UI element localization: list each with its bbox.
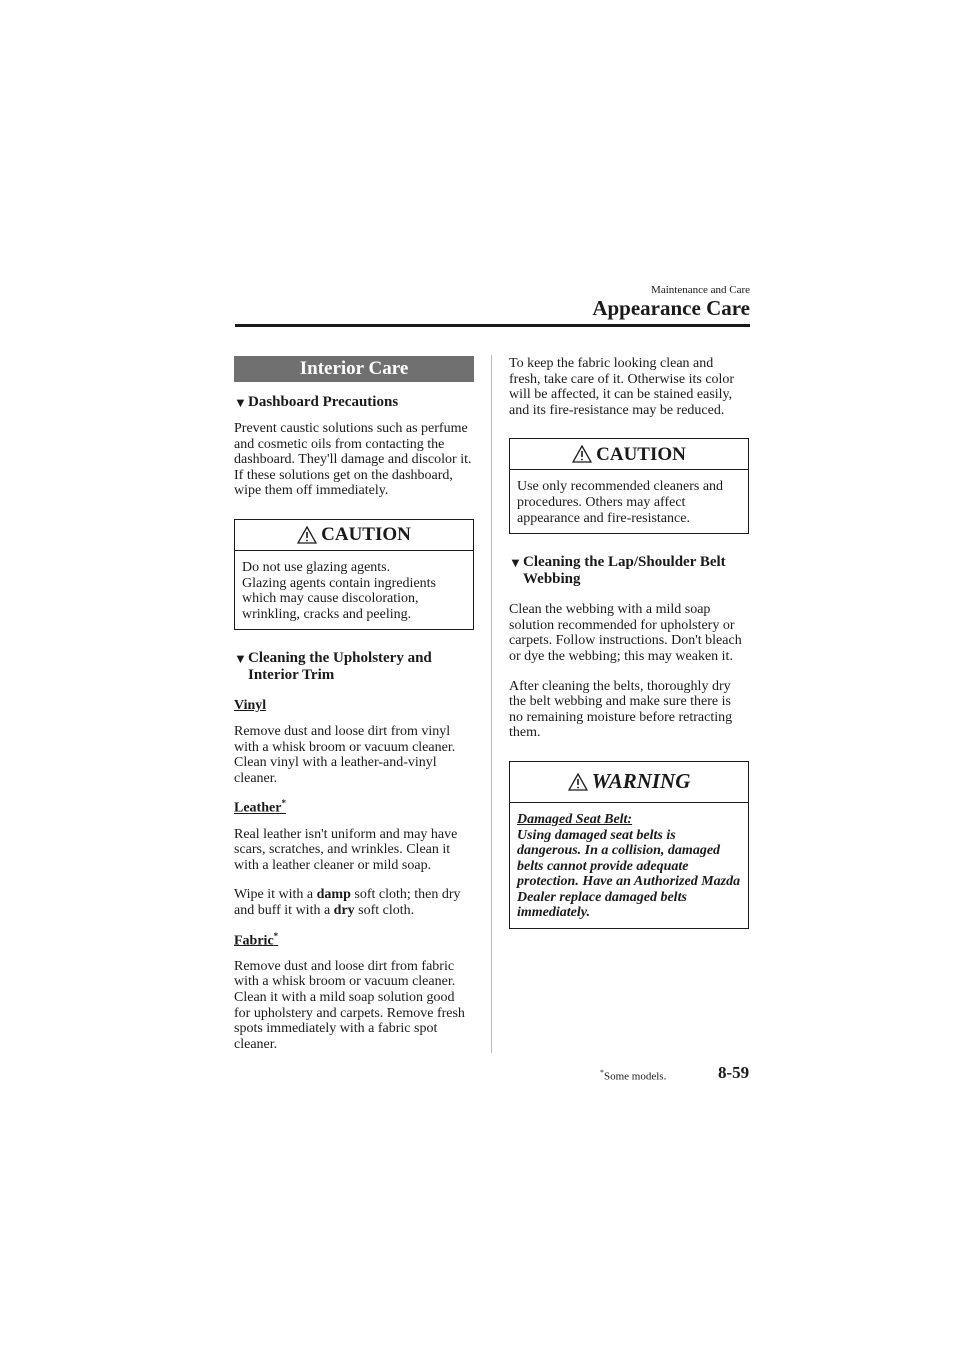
warning-body: [510, 803, 748, 928]
triangle-bullet-icon: ▼: [234, 651, 247, 667]
emphasis-damp: damp: [316, 887, 351, 903]
header-rule: [235, 324, 750, 327]
text-line: and cosmetic oils from contacting the: [234, 436, 445, 452]
subheading-text: Leather: [234, 800, 282, 816]
column-divider: [491, 355, 492, 1053]
vinyl-subheading: Vinyl: [234, 698, 267, 714]
vinyl-paragraph: [234, 724, 474, 786]
page-number: 8-59: [718, 1063, 750, 1082]
fabric-care-intro: [509, 356, 749, 418]
interior-care-banner: Interior Care: [234, 356, 474, 382]
dashboard-heading-text: Dashboard Precautions: [248, 394, 399, 410]
text-line: dangerous. In a collision, damaged: [517, 843, 721, 859]
heading-line: Interior Trim: [248, 667, 335, 684]
leather-subheading: [234, 796, 474, 816]
text-line: Real leather isn't uniform and may have: [234, 826, 458, 842]
dashboard-heading: [234, 394, 474, 411]
text-line: for upholstery and carpets. Remove fresh: [234, 1005, 465, 1021]
subheading-text: Fabric: [234, 933, 274, 949]
section-title: Appearance Care: [592, 296, 750, 320]
text-line: them.: [509, 725, 541, 741]
text-line: Clean vinyl with a leather-and-vinyl: [234, 755, 437, 771]
drying-paragraph: [509, 679, 749, 741]
caution-body: [235, 551, 473, 629]
caution-title: CAUTION: [321, 524, 411, 546]
text-line: After cleaning the belts, thoroughly dry: [509, 678, 731, 694]
text-line: and its fire-resistance may be reduced.: [509, 402, 725, 418]
upholstery-heading: [234, 650, 474, 684]
text-line: wipe them off immediately.: [234, 483, 389, 499]
caution-header: [510, 439, 748, 470]
text-line: with a whisk broom or vacuum cleaner.: [234, 974, 456, 990]
text-line: protection. Have an Authorized Mazda: [517, 874, 741, 890]
text-line: dashboard. They'll damage and discolor it.: [234, 452, 472, 468]
caution-box-glazing: [234, 519, 474, 630]
text-line: immediately.: [517, 905, 590, 921]
emphasis-dry: dry: [333, 902, 355, 918]
text-run: and buff it with a: [234, 902, 334, 918]
text-line: Glazing agents contain ingredients: [242, 575, 436, 591]
some-models-star-icon: *: [281, 798, 286, 809]
text-line: spots immediately with a fabric spot: [234, 1021, 438, 1037]
text-line: appearance and fire-resistance.: [517, 510, 690, 526]
text-line: wrinkling, cracks and peeling.: [242, 606, 412, 622]
seatbelt-heading: [509, 554, 749, 588]
text-line: If these solutions get on the dashboard,: [234, 467, 453, 483]
triangle-bullet-icon: ▼: [234, 395, 247, 410]
webbing-paragraph: [509, 602, 749, 664]
star-icon: *: [600, 1068, 604, 1077]
warning-triangle-icon: [297, 526, 317, 544]
dashboard-paragraph: [234, 421, 474, 499]
right-column: [509, 356, 749, 929]
wipe-paragraph: [234, 887, 474, 918]
text-line: the belt webbing and make sure there is: [509, 694, 731, 710]
text-line: procedures. Others may affect: [517, 494, 686, 510]
text-line: Do not use glazing agents.: [242, 559, 391, 575]
heading-line: Webbing: [523, 571, 581, 588]
text-line: belts cannot provide adequate: [517, 858, 689, 874]
caution-box-cleaners: [509, 438, 749, 534]
text-run: Wipe it with a: [234, 887, 317, 903]
heading-line: Cleaning the Lap/Shoulder Belt: [523, 554, 726, 571]
caution-header: [235, 520, 473, 551]
text-line: will be affected, it can be stained easily,: [509, 387, 733, 403]
text-line: Remove dust and loose dirt from fabric: [234, 958, 455, 974]
warning-triangle-icon: [568, 773, 588, 791]
text-line: Clean it with a mild soap solution good: [234, 989, 455, 1005]
left-column: [234, 356, 474, 1052]
warning-header: [510, 762, 748, 803]
triangle-bullet-icon: ▼: [509, 555, 522, 571]
text-line: fresh, take care of it. Otherwise its color: [509, 371, 735, 387]
caution-title: CAUTION: [596, 443, 686, 465]
text-line: Using damaged seat belts is: [517, 827, 676, 843]
text-line: Prevent caustic solutions such as perfume: [234, 421, 468, 436]
text-line: Use only recommended cleaners and: [517, 479, 724, 495]
some-models-star-icon: *: [273, 930, 279, 941]
text-line: no remaining moisture before retracting: [509, 709, 733, 725]
seatbelt-heading-text: [523, 554, 726, 588]
text-line: To keep the fabric looking clean and: [509, 356, 714, 371]
text-line: cleaner.: [234, 1036, 278, 1052]
text-line: with a whisk broom or vacuum cleaner.: [234, 739, 456, 755]
chapter-title: Maintenance and Care: [651, 284, 750, 296]
fabric-subheading: [234, 929, 474, 949]
warning-subtitle: Damaged Seat Belt:: [517, 811, 633, 827]
heading-line: Cleaning the Upholstery and: [248, 650, 432, 667]
warning-title: WARNING: [591, 769, 691, 794]
text-line: carpets. Follow instructions. Don't bleach: [509, 633, 742, 649]
text-run: soft cloth.: [354, 902, 415, 918]
text-line: solution recommended for upholstery or: [509, 617, 735, 633]
text-line: scars, scratches, and wrinkles. Clean it: [234, 842, 451, 858]
text-line: which may cause discoloration,: [242, 591, 419, 607]
text-line: or dye the webbing; this may weaken it.: [509, 648, 733, 664]
warning-triangle-icon: [572, 445, 592, 463]
fabric-paragraph: [234, 959, 474, 1053]
leather-paragraph: [234, 827, 474, 874]
upholstery-heading-text: [248, 650, 432, 684]
note-text: Some models.: [604, 1070, 667, 1083]
text-line: with a leather cleaner or mild soap.: [234, 857, 432, 873]
some-models-note: [600, 1068, 666, 1083]
text-line: Dealer replace damaged belts: [517, 889, 687, 905]
text-line: cleaner.: [234, 770, 278, 786]
text-line: Remove dust and loose dirt from vinyl: [234, 723, 451, 739]
text-run: soft cloth; then dry: [350, 887, 461, 903]
text-line: Clean the webbing with a mild soap: [509, 602, 711, 618]
caution-body: [510, 470, 748, 533]
warning-box-seatbelt: [509, 761, 749, 929]
